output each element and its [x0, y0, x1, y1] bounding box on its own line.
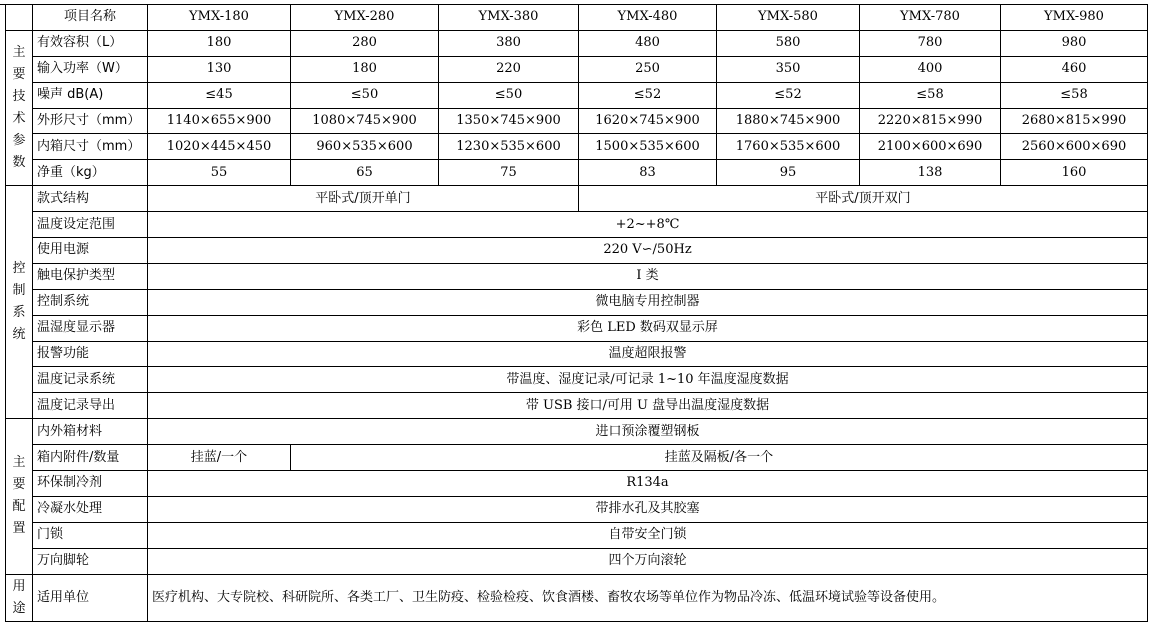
table-row — [6, 82, 1148, 108]
cell-value: 380 — [439, 30, 579, 56]
cell-value: 2560×600×690 — [1001, 134, 1148, 160]
cell-value: 四个万向滚轮 — [148, 548, 1148, 574]
corner-cell — [6, 5, 33, 31]
spec-table — [5, 4, 1148, 622]
cell-value: 2100×600×690 — [860, 134, 1001, 160]
cell-value: I 类 — [148, 263, 1148, 289]
section-usage-label: 用途 — [6, 574, 33, 621]
row-label: 冷凝水处理 — [33, 496, 148, 522]
cell-value: 960×535×600 — [291, 134, 439, 160]
cell-value: 83 — [579, 160, 717, 186]
table-row — [6, 393, 1148, 419]
cell-value: R134a — [148, 471, 1148, 497]
cell-value: 温度超限报警 — [148, 341, 1148, 367]
cell-value: 75 — [439, 160, 579, 186]
cell-value: 1880×745×900 — [717, 108, 860, 134]
cell-value: 带排水孔及其胶塞 — [148, 496, 1148, 522]
cell-value: +2~+8℃ — [148, 212, 1148, 238]
table-row — [6, 341, 1148, 367]
cell-value: 180 — [148, 30, 291, 56]
header-row — [6, 5, 1148, 31]
row-label: 控制系统 — [33, 289, 148, 315]
cell-value: 1230×535×600 — [439, 134, 579, 160]
cell-value: 平卧式/顶开单门 — [148, 186, 579, 212]
table-row — [6, 56, 1148, 82]
usage-value: 医疗机构、大专院校、科研院所、各类工厂、卫生防疫、检验检疫、饮食酒楼、畜牧农场等单位作为物品冷冻、低温环境试验等设备使用。 — [148, 574, 1148, 621]
row-label: 内箱尺寸（mm） — [33, 134, 148, 160]
cell-value: 400 — [860, 56, 1001, 82]
row-label: 有效容积（L） — [33, 30, 148, 56]
cell-value: ≤45 — [148, 82, 291, 108]
model-name: YMX-780 — [860, 5, 1001, 31]
row-label: 触电保护类型 — [33, 263, 148, 289]
cell-value: ≤52 — [579, 82, 717, 108]
section-tech-label: 主要技术参数 — [6, 30, 33, 185]
cell-value: 130 — [148, 56, 291, 82]
cell-value: 580 — [717, 30, 860, 56]
cell-value: 1080×745×900 — [291, 108, 439, 134]
row-label: 输入功率（W） — [33, 56, 148, 82]
cell-value: 微电脑专用控制器 — [148, 289, 1148, 315]
cell-value: 138 — [860, 160, 1001, 186]
cell-value: 95 — [717, 160, 860, 186]
row-label: 外形尺寸（mm） — [33, 108, 148, 134]
table-row — [6, 367, 1148, 393]
cell-value: 挂蓝/一个 — [148, 445, 291, 471]
row-label: 环保制冷剂 — [33, 471, 148, 497]
table-row — [6, 419, 1148, 445]
model-name: YMX-580 — [717, 5, 860, 31]
model-name: YMX-180 — [148, 5, 291, 31]
cell-value: ≤58 — [860, 82, 1001, 108]
cell-value: 65 — [291, 160, 439, 186]
cell-value: 480 — [579, 30, 717, 56]
row-label: 万向脚轮 — [33, 548, 148, 574]
cell-value: 1620×745×900 — [579, 108, 717, 134]
cell-value: 1350×745×900 — [439, 108, 579, 134]
cell-value: 460 — [1001, 56, 1148, 82]
row-label: 内外箱材料 — [33, 419, 148, 445]
cell-value: 带 USB 接口/可用 U 盘导出温度湿度数据 — [148, 393, 1148, 419]
model-name: YMX-280 — [291, 5, 439, 31]
table-row — [6, 496, 1148, 522]
table-row — [6, 522, 1148, 548]
cell-value: 2680×815×990 — [1001, 108, 1148, 134]
section-control-label: 控制系统 — [6, 186, 33, 419]
table-row — [6, 212, 1148, 238]
table-row — [6, 315, 1148, 341]
header-label: 项目名称 — [33, 5, 148, 31]
cell-value: 220 V∽/50Hz — [148, 238, 1148, 264]
table-row — [6, 160, 1148, 186]
table-row — [6, 548, 1148, 574]
cell-value: 180 — [291, 56, 439, 82]
row-label: 门锁 — [33, 522, 148, 548]
row-label: 温度设定范围 — [33, 212, 148, 238]
model-name: YMX-980 — [1001, 5, 1148, 31]
model-name: YMX-480 — [579, 5, 717, 31]
cell-value: 平卧式/顶开双门 — [579, 186, 1148, 212]
cell-value: 780 — [860, 30, 1001, 56]
table-row — [6, 289, 1148, 315]
cell-value: 280 — [291, 30, 439, 56]
cell-value: 220 — [439, 56, 579, 82]
table-row — [6, 263, 1148, 289]
row-label: 适用单位 — [33, 574, 148, 621]
cell-value: 1020×445×450 — [148, 134, 291, 160]
table-row — [6, 574, 1148, 621]
table-row — [6, 471, 1148, 497]
cell-value: 自带安全门锁 — [148, 522, 1148, 548]
table-row — [6, 186, 1148, 212]
cell-value: ≤52 — [717, 82, 860, 108]
row-label: 温度记录导出 — [33, 393, 148, 419]
cell-value: 1500×535×600 — [579, 134, 717, 160]
row-label: 箱内附件/数量 — [33, 445, 148, 471]
table-row — [6, 30, 1148, 56]
table-row — [6, 108, 1148, 134]
row-label: 报警功能 — [33, 341, 148, 367]
cell-value: 1760×535×600 — [717, 134, 860, 160]
cell-value: 160 — [1001, 160, 1148, 186]
table-row — [6, 445, 1148, 471]
cell-value: 彩色 LED 数码双显示屏 — [148, 315, 1148, 341]
row-label: 温湿度显示器 — [33, 315, 148, 341]
cell-value: ≤58 — [1001, 82, 1148, 108]
cell-value: 55 — [148, 160, 291, 186]
row-label: 温度记录系统 — [33, 367, 148, 393]
cell-value: 250 — [579, 56, 717, 82]
cell-value: 1140×655×900 — [148, 108, 291, 134]
model-name: YMX-380 — [439, 5, 579, 31]
cell-value: ≤50 — [439, 82, 579, 108]
row-label: 净重（kg） — [33, 160, 148, 186]
row-label: 使用电源 — [33, 238, 148, 264]
cell-value: 350 — [717, 56, 860, 82]
cell-value: 带温度、湿度记录/可记录 1~10 年温度湿度数据 — [148, 367, 1148, 393]
section-config-label: 主要配置 — [6, 419, 33, 574]
table-row — [6, 134, 1148, 160]
cell-value: 挂蓝及隔板/各一个 — [291, 445, 1148, 471]
cell-value: ≤50 — [291, 82, 439, 108]
row-label: 噪声 dB(A) — [33, 82, 148, 108]
cell-value: 进口预涂覆塑钢板 — [148, 419, 1148, 445]
cell-value: 980 — [1001, 30, 1148, 56]
cell-value: 2220×815×990 — [860, 108, 1001, 134]
table-row — [6, 238, 1148, 264]
row-label: 款式结构 — [33, 186, 148, 212]
